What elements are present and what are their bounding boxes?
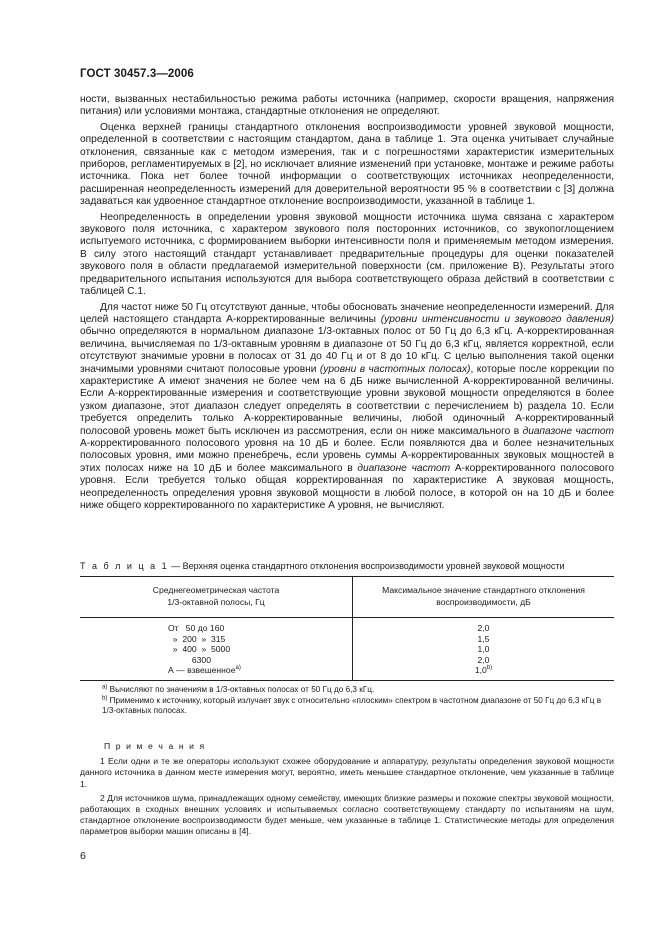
footnote-text: Применимо к источнику, который излучает звук с относительно «плоским» спектром в частотном диапазоне от 50 Гц до 6,3 кГц в 1/3-октавных полосах. [102, 695, 602, 716]
column-header-deviation [353, 577, 615, 618]
table-row-value [357, 665, 610, 676]
footnote-a [82, 685, 612, 696]
table-header-row [80, 577, 614, 618]
notes-section [80, 741, 614, 841]
text-span: А-корректированного полосового уровня на 10 дБ и более. Если появляются два и более незначительных полосовых уровня, ими можно пренебречь, если уровень суммы А-корректированных звуковых мощностей в этих полосах ниже на 10 дБ и более максимального в [80, 437, 614, 474]
notes-title: П р и м е ч а н и я [104, 741, 206, 751]
footnote-text: Вычисляют по значениям в 1/3-октавных полосах от 50 Гц до 6,3 кГц. [109, 684, 375, 694]
value-text: 1,0 [474, 665, 487, 676]
table-caption-text: — Верхняя оценка стандартного отклонения воспроизводимости уровней звуковой мощности [168, 561, 565, 571]
table-row-value: 2,0 [477, 654, 490, 665]
frequency-cell [80, 618, 353, 681]
table-row-frequency: 6300 [168, 654, 211, 665]
note-2: 2 Для источников шума, принадлежащих одному семейству, имеющих близкие размеры и похожие спектры звуковой мощности, работающих в сходных внешних условиях и испытываемых согласно соответствующему стандарту по испытаниям на шум, стандартное отклонение воспроизводимости будет меньше, чем указанные в таблице 1. Статистические методы для определения параметров выборки машин описаны в [4]. [80, 792, 614, 837]
column-header-frequency [80, 577, 353, 618]
text-span: А-корректированного полосового уровня. Если требуется только общая корректированная по характеристике А звуковая мощность, неопределенность определения уровня звуковой мощности в любой полосе, в которой он на 10 дБ и более ниже общего корректированного по характеристике А уровня, не вычисляют. [80, 462, 615, 511]
table-caption [80, 561, 620, 571]
table-row-value: 1,5 [477, 633, 490, 644]
table-row-frequency [168, 665, 348, 676]
paragraph-continuation: ности, вызванных нестабильностью режима работы источника (например, скорости вращения, напряжения питания) или условиями монтажа, стандартные отклонения не определяют. [80, 94, 614, 118]
header-line: Среднегеометрическая частота [152, 585, 280, 595]
footnote-marker: b) [102, 694, 108, 701]
footnote-marker: b) [486, 665, 493, 672]
paragraph-frequencies [80, 302, 614, 513]
table-footnotes-row [80, 680, 614, 720]
table-row-frequency: От 50 до 160 [168, 623, 225, 633]
footnote-b [82, 696, 612, 717]
paragraph-reproducibility: Оценка верхней границы стандартного отклонения воспроизводимости уровней звуковой мощности, определенной в соответствии с настоящим стандартом, дана в таблице 1. Эта оценка учитывает случайные отклонения, связанные как с методом измерения, так и с погрешностями характеристик измерительных приборов, регламентируемых в [2], но исключает влияние изменений при установке, монтаже и режиме работы источника. Пока нет более точной информации о соответствующих источниках неопределенности, расширенная неопределенность измерений для доверительной вероятности 95 % в соответствии с [3] должна задаваться как удвоенное стандартное отклонение воспроизводимости, указанной в таблице 1. [80, 121, 614, 208]
body-text [80, 94, 614, 512]
footnote-marker: a) [235, 665, 241, 672]
table-caption-lead: Т а б л и ц а 1 [80, 561, 169, 571]
text-span: , которые после коррекции по характеристике А имеют значения не более чем на 6 дБ ниже вычисленной А-корректированной величины. Если А-корректированные измерения и соответствующие уровни звуковой мощности определяются в более узком диапазоне, этот диапазон следует определять в соответствии с перечислением b) раздела 10. Если требуется определить только А-корректированные величины, любой одиночный А-корректированный полосовой уровень может быть исключен из рассмотрения, если он ниже максимального в [80, 363, 614, 437]
header-line: 1/3-октавной полосы, Гц [167, 596, 265, 607]
table-row-frequency: » 400 » 5000 [168, 644, 231, 655]
italic-span: диапазоне частот [522, 425, 614, 437]
table-body-row [80, 618, 614, 681]
header-line: воспроизводимости, дБ [436, 596, 531, 607]
header-line: Максимальное значение стандартного отклонения [382, 585, 585, 595]
footnote-marker: a) [102, 684, 108, 691]
table-row-value: 2,0 [477, 623, 490, 633]
table-footnotes [80, 680, 614, 720]
italic-span: (уровни интенсивности и звукового давления) [380, 313, 614, 325]
table-row-value: 1,0 [477, 644, 490, 655]
table-row-frequency: » 200 » 315 [168, 633, 226, 644]
italic-span: диапазоне частот [357, 462, 451, 474]
italic-span: (уровни в частотных полосах) [319, 363, 471, 375]
frequency-text: А — взвешенное [168, 665, 236, 676]
page-number: 6 [80, 850, 86, 862]
text-span: обычно определяются в нормальном диапазоне 1/3-октавных полос от 50 Гц до 6,3 кГц. А-корректированная величина, вычисляемая по 1/3-октавным уровням в диапазоне от 50 Гц до 6,3 кГц, является корректной, если отсутствуют значимые уровни в полосах от 31 до 40 Гц и от 8 до 10 кГц. С целью выполнения такой оценки значимыми уровнями считают полосовые уровни [80, 326, 614, 375]
text-span: Для частот ниже 50 Гц отсутствуют данные, чтобы обосновать значение неопределенности измерений. Для целей настоящего стандарта А-корректированные величины [80, 301, 614, 325]
paragraph-uncertainty: Неопределенность в определении уровня звуковой мощности источника шума связана с характером звукового поля источника, с характером звукового поля посторонних источников, со звукопоглощением испытуемого источника, с формированием выборки интенсивности поля и применяемым методом измерения. В силу этого настоящий стандарт устанавливает предварительные процедуры для оценки показателей звукового поля в области предлагаемой измерительной поверхности (см. приложение В). Результаты этого предварительного испытания используются для выбора соответствующего образа действий в соответствии с таблицей С.1. [80, 211, 614, 298]
note-1: 1 Если одни и те же операторы используют схожее оборудование и аппаратуру, результаты определения звуковой мощности данного источника в данном месте измерения могут, вероятно, иметь меньшее стандартное отклонение, чем указанные в таблице 1. [80, 756, 614, 789]
reproducibility-table [80, 576, 614, 721]
deviation-cell [353, 618, 615, 681]
standard-header: ГОСТ 30457.3—2006 [80, 68, 194, 80]
